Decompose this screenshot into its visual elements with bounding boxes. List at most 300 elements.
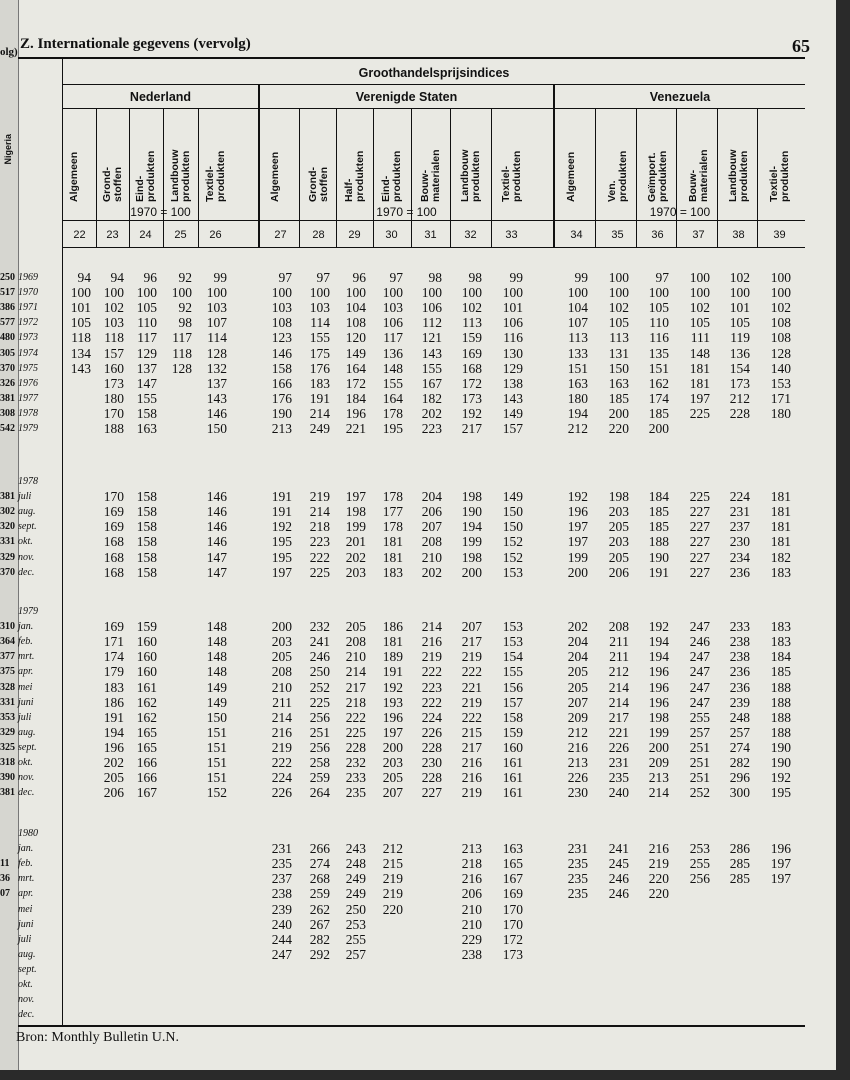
table-cell: 229: [461, 931, 482, 947]
table-cell: 108: [770, 330, 791, 346]
row-label: 1974: [18, 347, 38, 359]
table-cell: 149: [502, 489, 523, 505]
table-cell: 247: [689, 649, 710, 665]
table-cell: 148: [206, 664, 227, 680]
table-cell: 195: [271, 549, 292, 565]
table-cell: 150: [608, 360, 629, 376]
table-cell: 181: [770, 504, 791, 520]
table-cell: 163: [136, 421, 157, 436]
table-cell: 92: [178, 300, 192, 316]
column-number: 37: [692, 229, 705, 241]
table-cell: 219: [648, 856, 669, 872]
table-cell: 171: [103, 634, 124, 650]
table-cell: 198: [461, 489, 482, 505]
table-cell: 97: [278, 270, 292, 285]
table-cell: 185: [648, 519, 669, 535]
table-cell: 274: [729, 739, 750, 755]
table-cell: 147: [206, 564, 227, 580]
table-cell: 154: [502, 649, 523, 665]
table-cell: 97: [389, 270, 403, 285]
table-cell: 151: [567, 360, 588, 376]
table-cell: 208: [345, 634, 366, 650]
table-cell: 99: [509, 270, 523, 285]
table-cell: 158: [502, 709, 523, 725]
table-cell: 192: [567, 489, 588, 505]
table-cell: 253: [345, 916, 366, 932]
table-cell: 133: [567, 345, 588, 361]
table-cell: 105: [136, 300, 157, 316]
table-cell: 251: [689, 770, 710, 786]
left-page-number: 325: [0, 741, 15, 753]
column-header: Landbouw produkten: [727, 149, 750, 202]
table-cell: 158: [136, 549, 157, 565]
table-cell: 160: [136, 664, 157, 680]
table-cell: 100: [309, 285, 330, 301]
column-number: 26: [209, 229, 222, 241]
column-number: 22: [73, 229, 86, 241]
table-cell: 100: [382, 285, 403, 301]
table-cell: 98: [428, 270, 442, 285]
table-cell: 230: [567, 785, 588, 801]
table-cell: 228: [345, 739, 366, 755]
table-cell: 200: [382, 739, 403, 755]
table-cell: 104: [567, 300, 588, 316]
table-cell: 165: [502, 856, 523, 872]
table-cell: 222: [421, 664, 442, 680]
row-label: okt.: [18, 757, 33, 768]
table-cell: 132: [206, 360, 227, 376]
table-cell: 146: [206, 405, 227, 421]
table-cell: 153: [502, 634, 523, 650]
table-cell: 216: [461, 770, 482, 786]
table-cell: 221: [345, 421, 366, 436]
table-cell: 199: [567, 549, 588, 565]
table-cell: 251: [309, 724, 330, 740]
table-cell: 220: [648, 871, 669, 887]
column-header: Algemeen: [68, 151, 80, 202]
group-title: Groothandelsprijsindices: [358, 66, 510, 80]
table-cell: 200: [567, 564, 588, 580]
row-label: aug.: [18, 506, 36, 518]
column-number: 38: [732, 229, 745, 241]
table-cell: 149: [345, 345, 366, 361]
table-cell: 153: [770, 375, 791, 391]
left-page-number: 250: [0, 272, 15, 283]
table-cell: 248: [729, 709, 750, 725]
row-label: mei: [18, 681, 33, 693]
table-cell: 214: [309, 405, 330, 421]
table-cell: 218: [345, 694, 366, 710]
table-cell: 249: [345, 886, 366, 902]
table-cell: 160: [136, 634, 157, 650]
table-cell: 192: [382, 679, 403, 695]
column-number: 35: [611, 229, 624, 241]
column-header: Landbouw produkten: [169, 149, 192, 202]
table-cell: 206: [461, 886, 482, 902]
table-cell: 259: [309, 886, 330, 902]
table-cell: 221: [608, 724, 629, 740]
table-cell: 235: [567, 856, 588, 872]
table-cell: 194: [103, 724, 124, 740]
table-cell: 188: [770, 694, 791, 710]
table-cell: 211: [272, 694, 292, 710]
table-cell: 102: [103, 300, 124, 316]
row-label: juni: [18, 918, 34, 930]
table-cell: 191: [382, 664, 403, 680]
table-cell: 158: [136, 489, 157, 505]
table-cell: 167: [421, 375, 442, 391]
table-cell: 175: [309, 345, 330, 361]
column-header: Algemeen: [565, 151, 577, 202]
table-cell: 191: [103, 709, 124, 725]
table-cell: 104: [345, 300, 366, 316]
table-cell: 155: [421, 360, 442, 376]
row-label: jan.: [18, 621, 34, 633]
table-cell: 211: [609, 634, 629, 650]
row-label: okt.: [18, 536, 33, 548]
table-cell: 197: [567, 534, 588, 550]
table-cell: 236: [729, 664, 750, 680]
row-label: 1971: [18, 302, 38, 314]
table-cell: 167: [502, 871, 523, 887]
table-cell: 200: [271, 619, 292, 635]
table-cell: 135: [648, 345, 669, 361]
column-header: Eind- produkten: [380, 150, 403, 202]
table-cell: 191: [271, 504, 292, 520]
table-cell: 220: [382, 901, 403, 917]
table-cell: 238: [729, 649, 750, 665]
table-cell: 223: [421, 679, 442, 695]
table-cell: 172: [345, 375, 366, 391]
row-label: juni: [18, 696, 34, 708]
table-cell: 282: [309, 931, 330, 947]
column-header: Textiel- produkten: [204, 150, 227, 202]
table-cell: 237: [271, 871, 292, 887]
table-cell: 163: [502, 841, 523, 857]
table-cell: 113: [609, 330, 629, 346]
table-cell: 251: [689, 739, 710, 755]
row-label: sept.: [18, 741, 37, 753]
table-cell: 152: [502, 549, 523, 565]
table-cell: 217: [608, 709, 629, 725]
table-cell: 264: [309, 785, 330, 801]
table-cell: 150: [206, 709, 227, 725]
table-cell: 221: [461, 679, 482, 695]
table-cell: 153: [502, 564, 523, 580]
table-cell: 150: [502, 519, 523, 535]
country-label: Venezuela: [649, 90, 711, 104]
table-cell: 130: [502, 345, 523, 361]
table-cell: 157: [502, 694, 523, 710]
table-cell: 246: [689, 634, 710, 650]
table-cell: 148: [689, 345, 710, 361]
row-label: 1978: [18, 407, 38, 419]
table-cell: 196: [382, 709, 403, 725]
table-cell: 128: [770, 345, 791, 361]
table-cell: 212: [567, 421, 588, 436]
table-cell: 216: [271, 724, 292, 740]
table-cell: 252: [689, 785, 710, 801]
row-label: jan.: [18, 843, 34, 855]
table-cell: 100: [271, 285, 292, 301]
table-cell: 166: [136, 755, 157, 770]
table-cell: 194: [648, 634, 669, 650]
table-cell: 146: [206, 519, 227, 535]
row-label: 1972: [18, 317, 38, 329]
table-cell: 103: [206, 300, 227, 316]
table-cell: 180: [567, 390, 588, 406]
table-cell: 225: [689, 489, 710, 505]
column-number: 27: [274, 229, 287, 241]
column-divider: [636, 109, 637, 248]
table-cell: 118: [104, 330, 124, 346]
row-label: 1979: [18, 423, 38, 434]
table-cell: 170: [502, 916, 523, 932]
table-cell: 205: [608, 549, 629, 565]
table-cell: 103: [271, 300, 292, 316]
left-fragment: olg): [0, 46, 18, 58]
table-cell: 92: [178, 270, 192, 285]
table-cell: 230: [421, 755, 442, 770]
table-cell: 205: [567, 664, 588, 680]
table-cell: 183: [382, 564, 403, 580]
column-divider: [198, 109, 199, 248]
table-cell: 146: [206, 489, 227, 505]
table-cell: 226: [271, 785, 292, 801]
table-cell: 256: [309, 709, 330, 725]
table-cell: 170: [103, 405, 124, 421]
left-page-number: 11: [0, 858, 10, 870]
table-cell: 185: [770, 664, 791, 680]
table-cell: 117: [383, 330, 403, 346]
table-cell: 173: [103, 375, 124, 391]
table-cell: 237: [729, 519, 750, 535]
row-label: 1980: [18, 828, 38, 839]
table-cell: 103: [103, 315, 124, 331]
table-cell: 151: [206, 739, 227, 755]
bottom-rule: [18, 1025, 805, 1027]
table-cell: 266: [309, 841, 330, 857]
column-header: Ven. produkten: [606, 150, 629, 202]
column-divider: [129, 109, 130, 248]
table-cell: 210: [461, 916, 482, 932]
table-cell: 166: [136, 770, 157, 786]
column-header: Landbouw produkten: [459, 149, 482, 202]
table-cell: 149: [206, 694, 227, 710]
table-cell: 190: [648, 549, 669, 565]
table-cell: 158: [136, 564, 157, 580]
table-cell: 162: [136, 709, 157, 725]
table-cell: 226: [608, 739, 629, 755]
table-cell: 119: [730, 330, 750, 346]
table-cell: 202: [103, 755, 124, 770]
table-cell: 200: [648, 739, 669, 755]
base-year-label: 1970 = 100: [649, 205, 711, 219]
table-cell: 219: [382, 871, 403, 887]
table-cell: 218: [461, 856, 482, 872]
table-cell: 100: [171, 285, 192, 301]
table-cell: 166: [271, 375, 292, 391]
table-cell: 117: [172, 330, 192, 346]
row-label: dec.: [18, 1009, 35, 1021]
table-cell: 100: [689, 285, 710, 301]
table-cell: 188: [770, 679, 791, 695]
table-cell: 172: [461, 375, 482, 391]
row-label: feb.: [18, 858, 33, 870]
table-cell: 100: [729, 285, 750, 301]
table-cell: 197: [770, 856, 791, 872]
base-year-label: 1970 = 100: [130, 205, 191, 219]
column-divider: [411, 109, 412, 248]
table-cell: 197: [382, 724, 403, 740]
table-cell: 226: [567, 770, 588, 786]
table-cell: 225: [689, 405, 710, 421]
table-cell: 97: [655, 270, 669, 285]
table-cell: 207: [461, 619, 482, 635]
table-cell: 236: [729, 564, 750, 580]
table-cell: 100: [770, 270, 791, 285]
table-cell: 247: [689, 664, 710, 680]
table-cell: 243: [345, 841, 366, 857]
table-cell: 214: [608, 679, 629, 695]
table-cell: 205: [103, 770, 124, 786]
table-cell: 228: [421, 770, 442, 786]
table-cell: 154: [729, 360, 750, 376]
table-cell: 247: [689, 694, 710, 710]
table-cell: 195: [382, 421, 403, 436]
column-header: Grond- stoffen: [101, 167, 124, 202]
table-cell: 158: [136, 534, 157, 550]
table-cell: 190: [770, 755, 791, 770]
table-cell: 210: [461, 901, 482, 917]
table-cell: 202: [421, 564, 442, 580]
table-cell: 108: [770, 315, 791, 331]
country-divider-1: [258, 85, 260, 248]
table-cell: 137: [136, 360, 157, 376]
left-page-number: 370: [0, 362, 15, 374]
table-cell: 181: [770, 489, 791, 505]
table-cell: 157: [103, 345, 124, 361]
table-cell: 208: [608, 619, 629, 635]
table-cell: 102: [461, 300, 482, 316]
table-cell: 100: [502, 285, 523, 301]
table-cell: 180: [770, 405, 791, 421]
table-cell: 194: [648, 649, 669, 665]
table-cell: 106: [502, 315, 523, 331]
table-cell: 129: [502, 360, 523, 376]
table-cell: 215: [461, 724, 482, 740]
table-cell: 199: [648, 724, 669, 740]
table-cell: 222: [345, 709, 366, 725]
table-cell: 227: [689, 549, 710, 565]
table-cell: 150: [206, 421, 227, 436]
table-cell: 151: [648, 360, 669, 376]
table-cell: 222: [461, 664, 482, 680]
table-cell: 178: [382, 489, 403, 505]
table-cell: 285: [729, 871, 750, 887]
table-cell: 246: [608, 871, 629, 887]
row-label: 1976: [18, 377, 38, 389]
table-cell: 153: [502, 619, 523, 635]
table-cell: 196: [103, 739, 124, 755]
table-cell: 199: [461, 534, 482, 550]
stub-divider: [62, 58, 63, 1025]
table-cell: 220: [608, 421, 629, 436]
table-cell: 177: [382, 504, 403, 520]
table-cell: 222: [461, 709, 482, 725]
table-cell: 171: [770, 390, 791, 406]
row-label: 1978: [18, 476, 38, 487]
table-cell: 98: [178, 315, 192, 331]
table-cell: 239: [271, 901, 292, 917]
source-note: Bron: Monthly Bulletin U.N.: [16, 1030, 179, 1045]
table-cell: 245: [608, 856, 629, 872]
table-cell: 161: [502, 785, 523, 801]
table-cell: 255: [689, 709, 710, 725]
table-cell: 129: [136, 345, 157, 361]
table-cell: 218: [309, 519, 330, 535]
table-cell: 179: [103, 664, 124, 680]
column-divider: [299, 109, 300, 248]
table-cell: 113: [568, 330, 588, 346]
column-number: 31: [424, 229, 437, 241]
row-label: sept.: [18, 521, 37, 533]
table-cell: 198: [608, 489, 629, 505]
table-cell: 117: [137, 330, 157, 346]
table-cell: 149: [206, 679, 227, 695]
table-cell: 231: [567, 841, 588, 857]
left-page-number: 386: [0, 302, 15, 314]
table-cell: 158: [271, 360, 292, 376]
table-cell: 160: [103, 360, 124, 376]
column-header: Half- produkten: [343, 150, 366, 202]
table-cell: 128: [171, 360, 192, 376]
column-header: Textiel- produkten: [768, 150, 791, 202]
table-cell: 174: [103, 649, 124, 665]
table-cell: 155: [309, 330, 330, 346]
table-cell: 255: [345, 931, 366, 947]
table-cell: 182: [421, 390, 442, 406]
row-label: juli: [18, 491, 32, 503]
table-cell: 194: [567, 405, 588, 421]
table-cell: 186: [103, 694, 124, 710]
table-cell: 200: [608, 405, 629, 421]
table-cell: 213: [271, 421, 292, 436]
table-cell: 300: [729, 785, 750, 801]
table-cell: 196: [648, 679, 669, 695]
table-cell: 205: [271, 649, 292, 665]
table-cell: 97: [316, 270, 330, 285]
table-cell: 96: [352, 270, 366, 285]
table-cell: 110: [649, 315, 669, 331]
table-cell: 241: [309, 634, 330, 650]
table-cell: 100: [70, 285, 91, 301]
table-cell: 118: [172, 345, 192, 361]
column-number: 36: [651, 229, 664, 241]
table-cell: 212: [729, 390, 750, 406]
table-cell: 184: [770, 649, 791, 665]
table-cell: 148: [206, 619, 227, 635]
left-page-number: 364: [0, 636, 15, 648]
table-cell: 161: [502, 770, 523, 786]
table-cell: 227: [689, 564, 710, 580]
table-cell: 155: [136, 390, 157, 406]
left-page-number: 542: [0, 423, 15, 434]
table-cell: 148: [382, 360, 403, 376]
table-cell: 217: [345, 679, 366, 695]
table-cell: 203: [345, 564, 366, 580]
table-cell: 143: [70, 360, 91, 376]
